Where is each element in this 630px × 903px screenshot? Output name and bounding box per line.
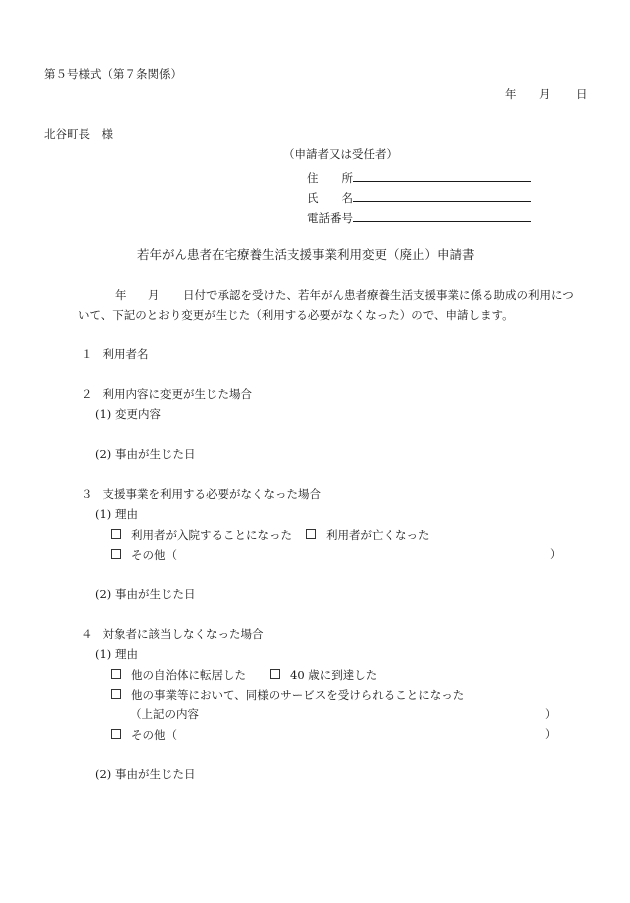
section-4-label: 対象者に該当しなくなった場合: [102, 627, 264, 641]
option-other-close: ）: [550, 547, 562, 561]
phone-label: 電話番号: [307, 211, 353, 225]
document-title: 若年がん患者在宅療養生活支援事業利用変更（廃止）申請書: [137, 247, 475, 262]
checkbox-hospitalized[interactable]: [111, 529, 121, 539]
name-row: [307, 189, 531, 205]
section-2-sub1: (1) 変更内容: [95, 407, 161, 421]
option-age-40-label: 40 歳に到達した: [290, 668, 378, 682]
option-other-service-close: ）: [545, 707, 557, 721]
checkbox-age-40[interactable]: [270, 669, 280, 679]
section-3-sub1: (1) 理由: [95, 507, 138, 521]
checkbox-deceased[interactable]: [306, 529, 316, 539]
section-4-sub1: (1) 理由: [95, 647, 138, 661]
date-day: 日: [576, 87, 588, 101]
section-4-options-row-4: [111, 729, 177, 742]
checkbox-other-4[interactable]: [111, 729, 121, 739]
option-moved-label: 他の自治体に転居した: [131, 668, 246, 682]
date-month: 月: [539, 87, 551, 101]
section-1-label: 利用者名: [102, 347, 149, 361]
option-deceased-label: 利用者が亡くなった: [326, 528, 430, 542]
section-3-options-row-2: [111, 549, 177, 562]
phone-field[interactable]: [353, 209, 531, 222]
section-2: [81, 389, 252, 401]
section-2-sub2: (2) 事由が生じた日: [95, 447, 196, 461]
section-2-number: ２: [81, 387, 93, 401]
section-3-options-row-1: [111, 529, 430, 542]
checkbox-other[interactable]: [111, 549, 121, 559]
checkbox-moved[interactable]: [111, 669, 121, 679]
body-line1: 日付で承認を受けた、若年がん患者療養生活支援事業に係る助成の利用につ: [183, 288, 574, 302]
applicant-heading: （申請者又は受任者）: [283, 147, 398, 161]
option-other-4-close: ）: [545, 727, 557, 741]
section-2-label: 利用内容に変更が生じた場合: [102, 387, 252, 401]
form-number: 第５号様式（第７条関係）: [44, 67, 182, 81]
section-4-options-row-2: [111, 689, 464, 702]
body-line2: いて、下記のとおり変更が生じた（利用する必要がなくなった）ので、申請します。: [78, 308, 514, 322]
section-1-number: １: [81, 347, 93, 361]
option-other-service-label: 他の事業等において、同様のサービスを受けられることになった: [131, 688, 465, 702]
recipient: 北谷町長 様: [44, 127, 113, 141]
option-hospitalized-label: 利用者が入院することになった: [131, 528, 292, 542]
name-field[interactable]: [353, 189, 531, 202]
option-other-service-detail: （上記の内容: [130, 707, 199, 721]
name-label: 氏 名: [307, 191, 353, 205]
body-month: 月: [148, 288, 160, 302]
section-1: [81, 349, 149, 361]
date-year: 年: [505, 87, 517, 101]
option-other-label: その他（: [131, 548, 177, 562]
address-row: [307, 169, 531, 185]
section-4-number: ４: [81, 627, 93, 641]
checkbox-other-service[interactable]: [111, 689, 121, 699]
phone-row: [307, 209, 531, 225]
section-3: [81, 489, 321, 501]
body-year: 年: [115, 288, 127, 302]
section-4: [81, 629, 264, 641]
option-other-4-label: その他（: [131, 728, 177, 742]
section-4-sub2: (2) 事由が生じた日: [95, 767, 196, 781]
section-3-sub2: (2) 事由が生じた日: [95, 587, 196, 601]
section-4-options-row-1: [111, 669, 377, 682]
address-field[interactable]: [353, 169, 531, 182]
address-label: 住 所: [307, 171, 353, 185]
section-3-number: ３: [81, 487, 93, 501]
section-3-label: 支援事業を利用する必要がなくなった場合: [102, 487, 321, 501]
